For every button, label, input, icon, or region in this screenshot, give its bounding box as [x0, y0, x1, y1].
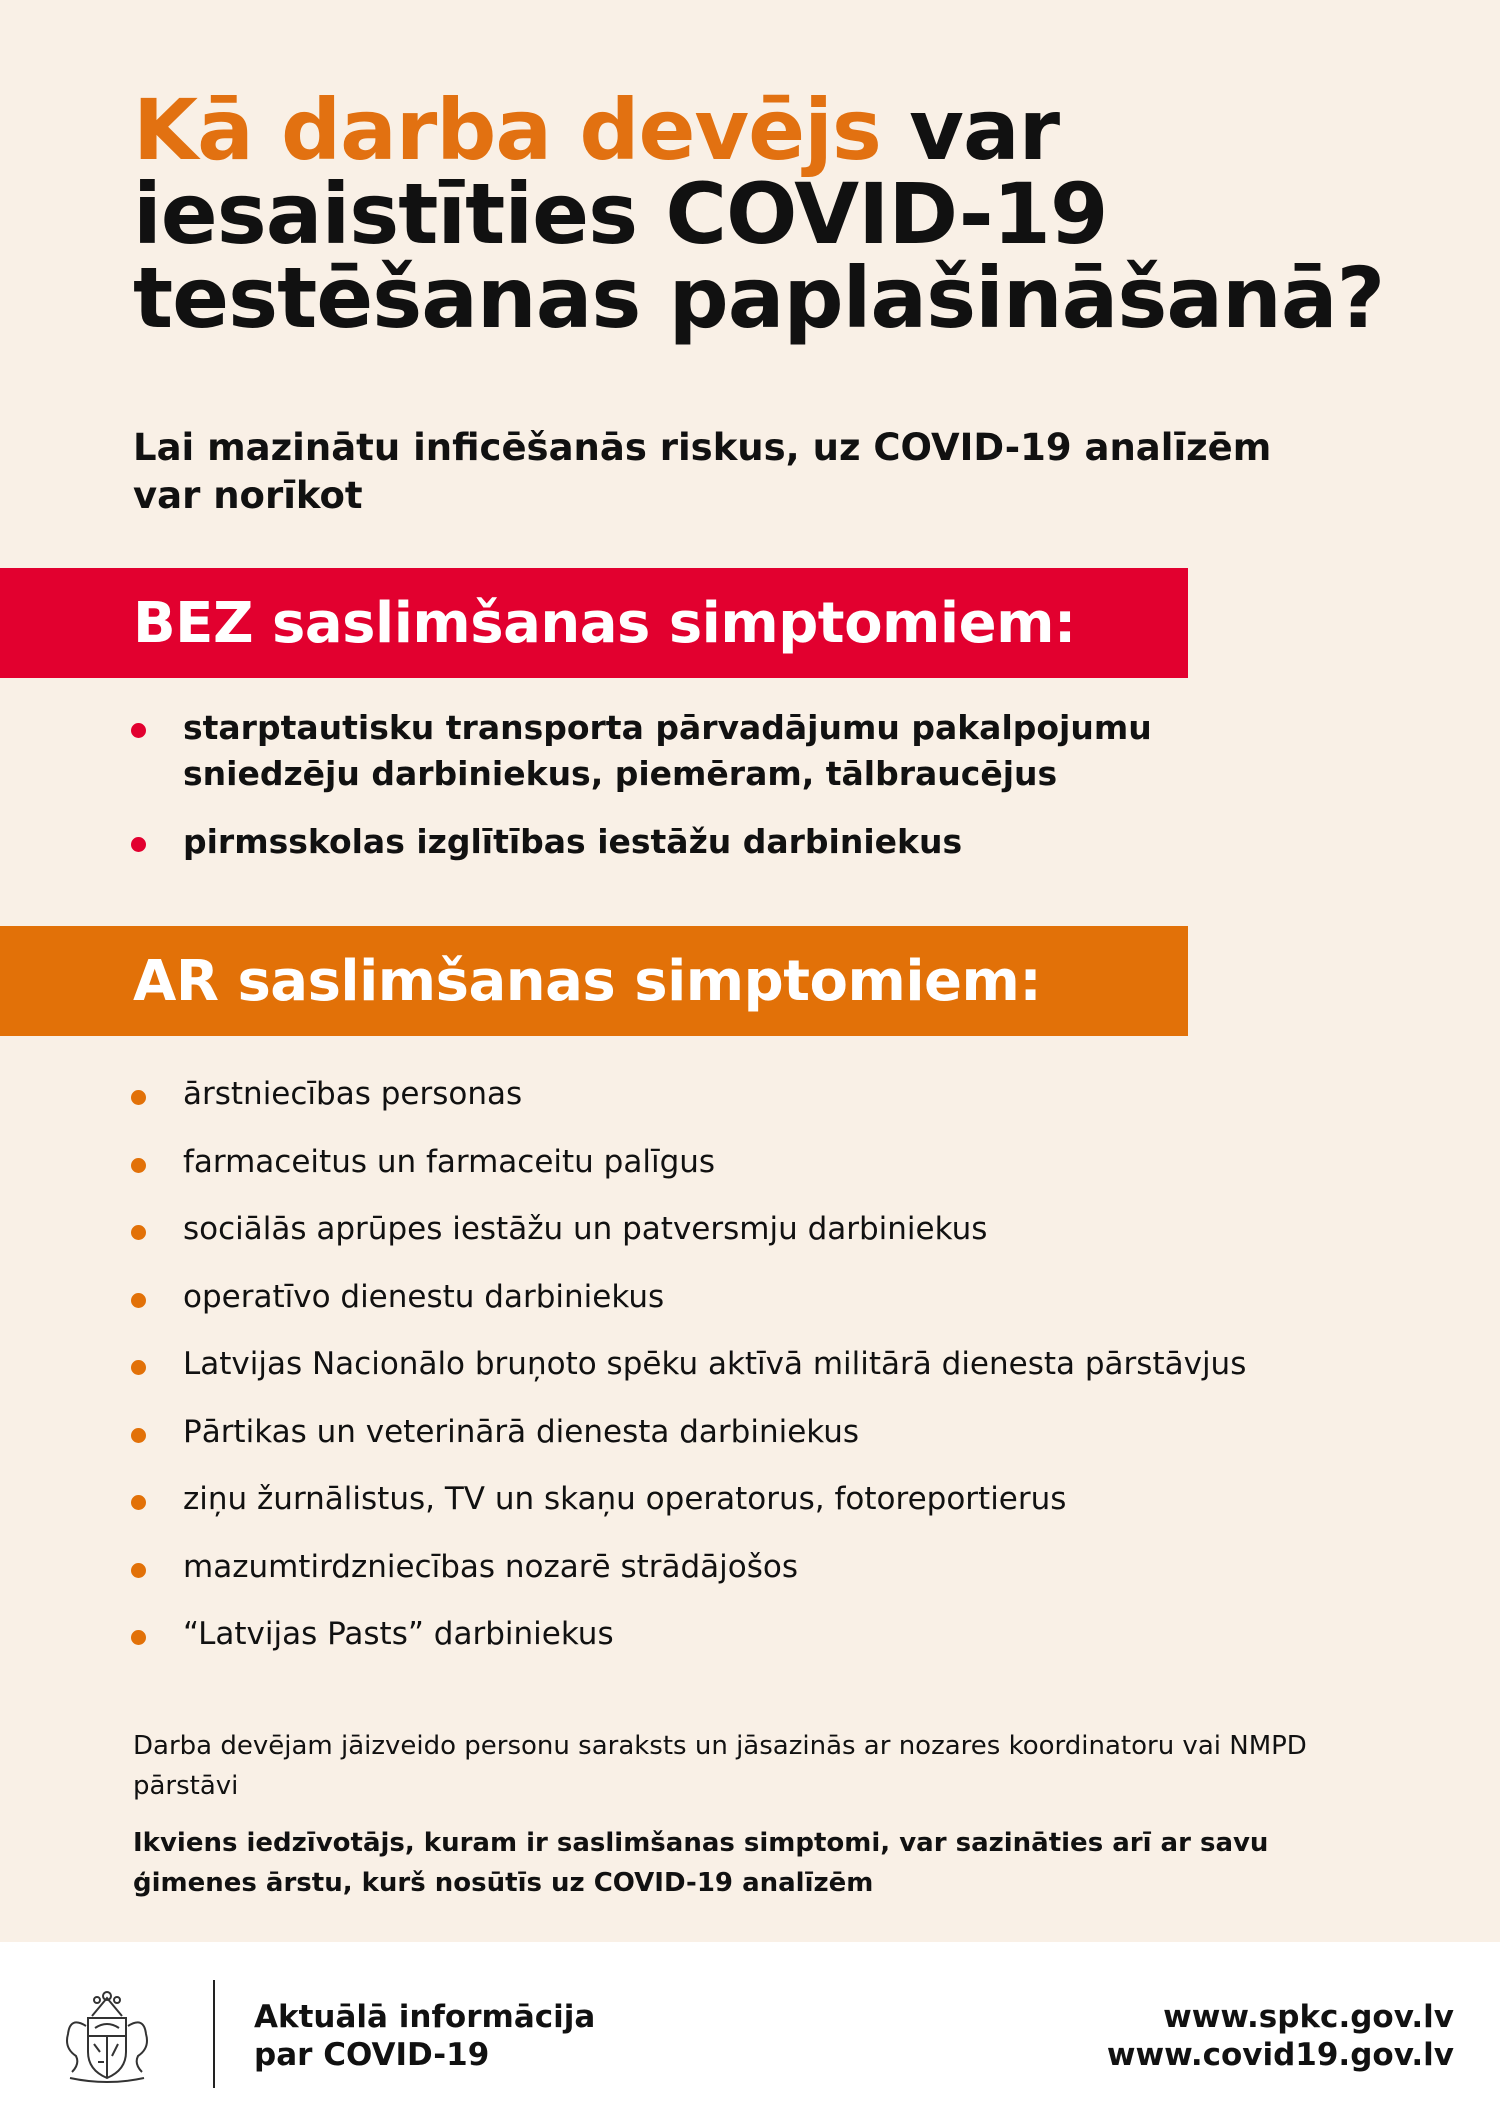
bullet-dot-icon [131, 1225, 146, 1240]
resident-note: Ikviens iedzīvotājs, kuram ir saslimšanas simptomi, var sazināties arī ar savu ģimenes ārstu, kurš nosūtīs uz COVID-19 analīzēm [133, 1828, 1269, 1898]
bullet-dot-icon [131, 837, 146, 852]
bullet-dot-icon [131, 1428, 146, 1443]
list-item-text: “Latvijas Pasts” darbiniekus [183, 1616, 614, 1652]
page-title [133, 81, 1413, 347]
list-item-text: Pārtikas un veterinārā dienesta darbiniekus [183, 1413, 860, 1450]
list-item-text: ziņu žurnālistus, TV un skaņu operatorus, fotoreportierus [183, 1481, 1067, 1517]
list-without-symptoms [0, 705, 1500, 887]
list-item-text: operatīvo dienestu darbiniekus [183, 1278, 665, 1315]
list-with-symptoms [0, 1074, 1500, 1682]
spkc-link[interactable]: www.spkc.gov.lv [1163, 1999, 1454, 2035]
list-item [0, 1412, 1400, 1480]
bullet-dot-icon [131, 1630, 146, 1645]
bullet-dot-icon [131, 1158, 146, 1173]
lead-text: Lai mazinātu inficēšanās riskus, uz COVID-19 analīzēm var norīkot [133, 426, 1272, 517]
title-line-3: testēšanas paplašināšanā? [133, 249, 1385, 347]
section-heading-with-symptoms [0, 926, 1188, 1036]
list-item [0, 1074, 1400, 1142]
latvia-coat-of-arms-icon [50, 1986, 165, 2086]
section-heading-without-symptoms [0, 568, 1188, 678]
list-item-text: pirmsskolas izglītības iestāžu darbiniekus [183, 822, 963, 861]
list-item [0, 819, 1300, 865]
list-item-text: farmaceitus un farmaceitu palīgus [183, 1143, 716, 1180]
footer-info-line-2: par COVID-19 [254, 2037, 490, 2073]
section-heading-label: BEZ saslimšanas simptomiem: [133, 590, 1076, 656]
list-item [0, 1277, 1400, 1345]
bullet-dot-icon [131, 1563, 146, 1578]
footer-divider [213, 1980, 215, 2088]
list-item [0, 1344, 1400, 1412]
list-item [0, 1209, 1400, 1277]
bullet-dot-icon [131, 1293, 146, 1308]
footer-links [1107, 1998, 1454, 2074]
footer [0, 1942, 1500, 2123]
list-item-text: starptautisku transporta pārvadājumu pakalpojumu sniedzēju darbiniekus, piemēram, tālbraucējus [183, 708, 1152, 793]
title-rest: var [880, 81, 1060, 179]
section-heading-label: AR saslimšanas simptomiem: [133, 948, 1042, 1014]
list-item [0, 1547, 1400, 1615]
list-item-text: Latvijas Nacionālo bruņoto spēku aktīvā militārā dienesta pārstāvjus [183, 1346, 1247, 1382]
list-item [0, 1142, 1400, 1210]
covid19-link[interactable]: www.covid19.gov.lv [1106, 2037, 1454, 2073]
bullet-dot-icon [131, 723, 146, 738]
list-item [0, 1479, 1400, 1547]
employer-note: Darba devējam jāizveido personu saraksts un jāsazinās ar nozares koordinatoru vai NMPD pārstāvi [133, 1731, 1307, 1801]
list-item-text: sociālās aprūpes iestāžu un patversmju darbiniekus [183, 1211, 988, 1247]
bullet-dot-icon [131, 1360, 146, 1375]
footer-info-line-1: Aktuālā informācija [254, 1999, 596, 2035]
list-item [0, 1614, 1400, 1682]
bullet-dot-icon [131, 1495, 146, 1510]
list-item-text: mazumtirdzniecības nozarē strādājošos [183, 1548, 799, 1585]
title-line-2: iesaistīties COVID-19 [133, 165, 1108, 263]
list-item [0, 705, 1300, 797]
bullet-dot-icon [131, 1090, 146, 1105]
list-item-text: ārstniecības personas [183, 1076, 523, 1112]
footer-info [254, 1998, 595, 2074]
title-accent: Kā darba devējs [133, 81, 881, 179]
